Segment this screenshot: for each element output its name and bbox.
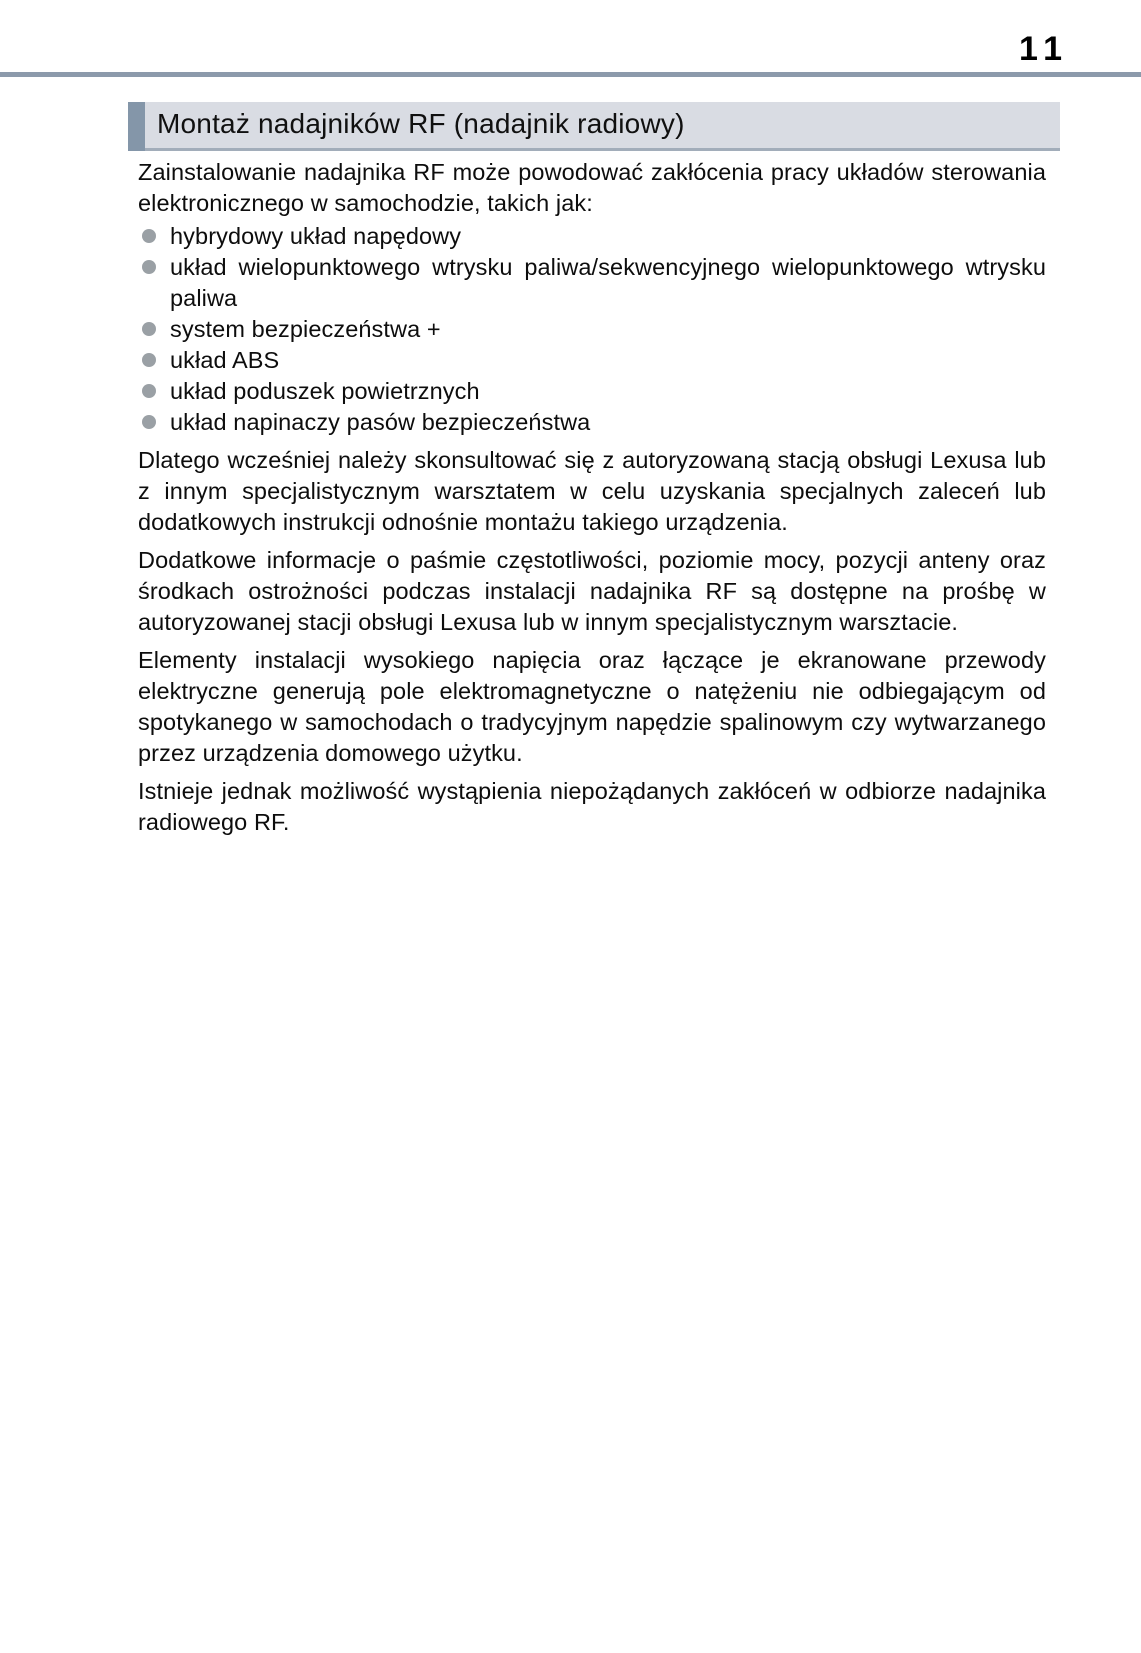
body-paragraph: Istnieje jednak możliwość wystąpienia niepożądanych zakłóceń w odbiorze nadajnika radiowego RF. <box>138 778 1046 835</box>
header-accent-bar <box>128 102 145 151</box>
circle-bullet-icon <box>142 384 156 398</box>
body-content <box>138 157 1046 838</box>
body-paragraph: Dlatego wcześniej należy skonsultować się z autoryzowaną stacją obsługi Lexusa lub z innym specjalistycznym warsztatem w celu uzyskania specjalnych zaleceń lub dodatkowych instrukcji odnośnie montażu takiego urządzenia. <box>138 447 1046 535</box>
section-header <box>128 102 1060 151</box>
list-item-text: układ napinaczy pasów bezpieczeństwa <box>170 409 591 435</box>
list-item-text: układ wielopunktowego wtrysku paliwa/sekwencyjnego wielopunktowego wtrysku paliwa <box>170 254 1046 311</box>
circle-bullet-icon <box>142 353 156 367</box>
body-paragraph: Elementy instalacji wysokiego napięcia oraz łączące je ekranowane przewody elektryczne generują pole elektromagnetyczne o natężeniu nie odbiegającym od spotykanego w samochodach o tradycyjnym napędzie spalinowym czy wytwarzanego przez urządzenia domowego użytku. <box>138 647 1046 766</box>
circle-bullet-icon <box>142 322 156 336</box>
list-item <box>138 252 1046 314</box>
circle-bullet-icon <box>142 229 156 243</box>
list-item <box>138 345 1046 376</box>
section-title: Montaż nadajników RF (nadajnik radiowy) <box>157 107 685 139</box>
list-item <box>138 221 1046 252</box>
list-item <box>138 376 1046 407</box>
list-item <box>138 407 1046 438</box>
top-rule-divider <box>0 72 1141 77</box>
circle-bullet-icon <box>142 260 156 274</box>
list-item-text: hybrydowy układ napędowy <box>170 223 462 249</box>
list-item-text: system bezpieczeństwa + <box>170 316 441 342</box>
list-item-text: układ poduszek powietrznych <box>170 378 480 404</box>
intro-paragraph: Zainstalowanie nadajnika RF może powodować zakłócenia pracy układów sterowania elektronicznego w samochodzie, takich jak: <box>138 159 1046 216</box>
circle-bullet-icon <box>142 415 156 429</box>
affected-systems-list <box>138 221 1046 438</box>
page-number: 11 <box>1019 30 1069 68</box>
list-item-text: układ ABS <box>170 347 280 373</box>
list-item <box>138 314 1046 345</box>
body-paragraph: Dodatkowe informacje o paśmie częstotliwości, poziomie mocy, pozycji anteny oraz środkach ostrożności podczas instalacji nadajnika RF są dostępne na prośbę w autoryzowanej stacji obsługi Lexusa lub w innym specjalistycznym warsztacie. <box>138 547 1046 635</box>
